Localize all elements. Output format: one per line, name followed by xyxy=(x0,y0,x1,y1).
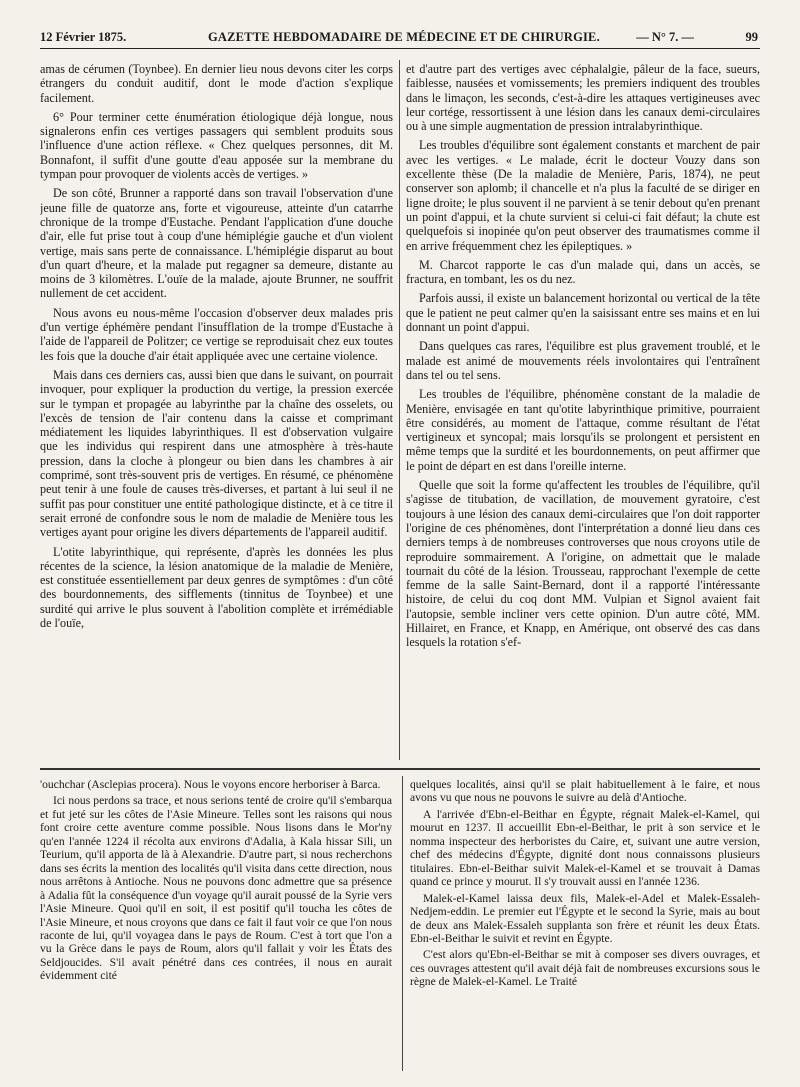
feuilleton-right-column xyxy=(410,778,760,1074)
feuilleton-left-column xyxy=(40,778,392,1074)
paragraph: Mais dans ces derniers cas, aussi bien que dans le suivant, on pourrait invoquer, pour expliquer la production du vertige, la pression exercée sur le tympan et propagée au labyrinthe par la chaîne des osselets, ou l'excès de tension de l'air contenu dans la caisse et comprimant médiatement les liquides labyrinthiques. Il est d'observation vulgaire que les individus qui respirent dans une atmosphère à très-haute pression, dans la cloche à plongeur ou bien dans les chambres à air comprimé, sont très-souvent pris de vertiges. En résumé, ce phénomène peut tenir à une foule de causes très-diverses, et partant à lui seul il ne suffit pas pour constituer une entité pathologique distincte, et à ce titre il serait erroné de confondre sous le nom de maladie de Menière tous les vertiges ayant pour origine les divers départements de l'appareil auditif. xyxy=(40,367,393,540)
column-divider xyxy=(399,60,400,760)
paragraph: Parfois aussi, il existe un balancement horizontal ou vertical de la tête que le patient ne peut calmer qu'en la saisissant entre ses mains et en lui donnant un point d'appui. xyxy=(406,291,760,335)
paragraph: L'otite labyrinthique, qui représente, d'après les données les plus récentes de la science, la lésion anatomique de la maladie de Menière, est constituée essentiellement par deux genres de symptômes : d'un côté des bourdonnements, des sifflements (tinnitus de Toynbee) et une surdité qui arrive le plus souvent à l'abolition complète et irrémédiable de l'ouïe, xyxy=(40,544,393,630)
paragraph: De son côté, Brunner a rapporté dans son travail l'observation d'une jeune fille de quatorze ans, forte et vigoureuse, atteinte d'un catarrhe chronique de la trompe d'Eustache. Pendant l'application d'une douche d'air, elle fut prise tout à coup d'une hémiplégie gauche et d'un violent vertige, mais sans perte de connaissance. L'hémiplégie disparut au bout d'un quart d'heure, et la malade put regagner sa demeure, distante au moins de 3 kilomètres. L'ouïe de la malade, ajoute Brunner, ne souffrit nullement de cet accident. xyxy=(40,186,393,301)
feuilleton-column-divider xyxy=(402,776,403,1071)
paragraph: Les troubles de l'équilibre, phénomène constant de la maladie de Menière, envisagée en tant qu'otite labyrinthique primitive, pourraient être considérés, au moment de l'attaque, comme résultant de l'état vertigineux et syncopal; mais lorsqu'ils se prolongent et persistent en même temps que la surdité et les bourdonnements, on peut affirmer que le point de départ en est dans l'oreille interne. xyxy=(406,387,760,473)
header-page-number: 99 xyxy=(745,30,758,44)
paragraph: 6° Pour terminer cette énumération étiologique déjà longue, nous signalerons enfin ces vertiges passagers qui semblent produits sous l'influence d'une action réflexe. « Chez quelques personnes, dit M. Bonnafont, il suffit d'une goutte d'eau apposée sur la membrane du tympan pour provoquer de violents accès de vertiges. » xyxy=(40,109,393,182)
right-column xyxy=(406,62,760,760)
paragraph: A l'arrivée d'Ebn-el-Beithar en Égypte, régnait Malek-el-Kamel, qui mourut en 1237. Il accueillit Ebn-el-Beithar, le prit à son service et le nomma inspecteur des herboristes du Caire, et, suivant une autre version, chef des médecins d'Égypte, dignité dont nous connaissons plusieurs titulaires. Ebn-el-Beithar suivit Malek-el-Kamel et se trouvait à Damas quand ce prince y mourut. Il s'y trouvait aussi en l'année 1236. xyxy=(410,807,760,889)
paragraph: et d'autre part des vertiges avec céphalalgie, pâleur de la face, sueurs, faiblesse, nausées et vomissements; les premiers indiquent des troubles dans le limaçon, les seconds, c'est-à-dire les attaques vertigineuses avec leur cortége, ressortissent à une lésion dans les canaux demi-circulaires ou à une simple augmentation de pression intralabyrinthique. xyxy=(406,62,760,134)
paragraph: Nous avons eu nous-même l'occasion d'observer deux malades pris d'un vertige éphémère pendant l'insufflation de la trompe d'Eustache à l'aide de l'appareil de Politzer; ce vertige se reproduisait chez eux toutes les fois que la douche d'air était appliquée avec une certaine violence. xyxy=(40,305,393,363)
feuilleton-separator xyxy=(40,768,760,770)
paragraph: Quelle que soit la forme qu'affectent les troubles de l'équilibre, qu'il s'agisse de titubation, de vacillation, de mouvement gyratoire, c'est toujours à une lésion des canaux demi-circulaires que l'on doit rapporter l'origine de ces phénomènes, dont l'interprétation a donné lieu dans ces derniers temps à de nombreuses controverses que nous croyons utile de reproduire sommairement. A l'origine, on admettait que le malade tournait du côté de la lésion. Trousseau, rapprochant l'exemple de cette femme de la salle Saint-Bernard, dont il a rapporté l'intéressante histoire, de celui du coq dont MM. Vulpian et Signol avaient fait l'autopsie, semble incliner vers cette opinion. D'un autre côté, MM. Hillairet, en France, et Knapp, en Amérique, ont observé des cas dans lesquels la rotation s'ef- xyxy=(406,478,760,650)
paragraph: amas de cérumen (Toynbee). En dernier lieu nous devons citer les corps étrangers du conduit auditif, dont le mode d'action s'explique facilement. xyxy=(40,62,393,105)
paragraph: C'est alors qu'Ebn-el-Beithar se mit à composer ses divers ouvrages, et ces ouvrages attestent qu'il avait déjà fait de nombreuses excursions sous le règne de Malek-el-Kamel. Le Traité xyxy=(410,948,760,989)
paragraph: M. Charcot rapporte le cas d'un malade qui, dans un accès, se fractura, en tombant, les os du nez. xyxy=(406,257,760,287)
paragraph: Malek-el-Kamel laissa deux fils, Malek-el-Adel et Malek-Essaleh-Nedjem-eddin. Le premier eut l'Égypte et le second la Syrie, mais au bout de deux ans Malek-Essaleh supplanta son frère et réunit les deux États. Ebn-el-Beithar le suivit et revint en Égypte. xyxy=(410,891,760,945)
header-title: GAZETTE HEBDOMADAIRE DE MÉDECINE ET DE CHIRURGIE. xyxy=(208,30,600,44)
page-header xyxy=(40,26,760,49)
paragraph: Ici nous perdons sa trace, et nous serions tenté de croire qu'il s'embarqua et fut jeté sur les côtes de l'Asie Mineure. Telles sont les raisons qui nous font croire cette aventure comme possible. Nous lisons dans le Mor'ny qu'en l'année 1224 il récolta aux environs d'Adalia, à Kala hissar Sili, un Teurium, qu'il apporta de là à Alexandrie. D'autre part, si nous recherchons dans ses écrits la mention des localités qu'il visita dans cette direction, nous nous arrêtons à Antioche. Nous ne pouvons donc admettre que sa présence à Adalia fût la conséquence d'un voyage qu'il aurait poussé de la Syrie vers l'Asie Mineure. Quoi qu'il en soit, il est positif qu'il toucha les côtes de l'Asie Mineure, et nous croyons que dans ce fait il faut voir ce que l'on nous raconte de lui, qu'il voyagea dans le pays de Roum. C'est à tort que l'on a vu la Grèce dans le pays de Roum, alors qu'il fallait y voir les États des Seldjoucides. S'il avait pénétré dans ces contrées, il nous en aurait évidemment cité xyxy=(40,794,392,983)
left-column xyxy=(40,62,393,760)
paragraph: quelques localités, ainsi qu'il se plait habituellement à le faire, et nous avons vu que nous ne pouvons le suivre au delà d'Antioche. xyxy=(410,778,760,805)
paragraph: Dans quelques cas rares, l'équilibre est plus gravement troublé, et le malade est animé de mouvements réels involontaires qui l'entraînent dans tel ou tel sens. xyxy=(406,339,760,382)
paragraph: 'ouchchar (Asclepias procera). Nous le voyons encore herboriser à Barca. xyxy=(40,778,381,791)
header-issue-number: — N° 7. — xyxy=(636,30,694,44)
paragraph: Les troubles d'équilibre sont également constants et marchent de pair avec les vertiges. « Le malade, écrit le docteur Vouzy dans son excellente thèse (De la maladie de Menière, Paris, 1874), ne peut conserver son aplomb; il chancelle et n'a plus la faculté de se diriger en ligne droite; le plus souvent il ne parvient à se tenir debout qu'en prenant un point d'appui, et la chute survient si celui-ci fait défaut; la chute est quelquefois si inopinée qu'on peut observer des traumatismes comme il en arrive fréquemment chez les épileptiques. » xyxy=(406,138,760,253)
header-date: 12 Février 1875. xyxy=(40,30,127,44)
